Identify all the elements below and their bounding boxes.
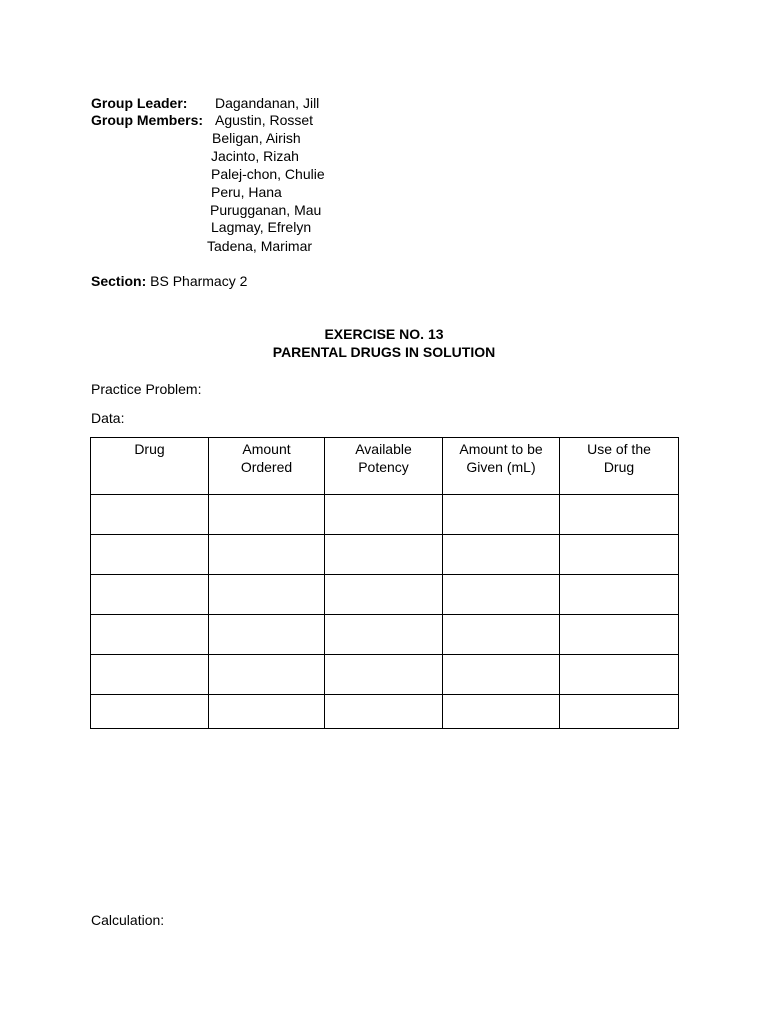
group-member-7: Lagmay, Efrelyn <box>211 219 312 235</box>
table-cell <box>443 495 560 535</box>
table-cell <box>209 575 325 615</box>
table-cell <box>560 695 679 729</box>
group-member-6: Purugganan, Mau <box>210 202 322 218</box>
table-cell <box>91 535 209 575</box>
header-available-potency-line-2: Potency <box>358 459 409 475</box>
table-header-row <box>91 438 679 495</box>
table-cell <box>443 575 560 615</box>
table-cell <box>443 615 560 655</box>
table-cell <box>443 535 560 575</box>
data-label: Data: <box>91 410 125 426</box>
table-cell <box>560 535 679 575</box>
table-row <box>91 655 679 695</box>
table-cell <box>443 695 560 729</box>
table-cell <box>325 615 443 655</box>
table-cell <box>91 575 209 615</box>
header-use-of-drug <box>560 438 679 495</box>
calculation-label: Calculation: <box>91 912 165 928</box>
header-available-potency <box>325 438 443 495</box>
header-amount-to-be-given-line-1: Amount to be <box>459 441 543 457</box>
group-members-label: Group Members: <box>91 112 204 128</box>
header-amount-to-be-given-line-2: Given (mL) <box>466 459 536 475</box>
table-cell <box>325 695 443 729</box>
exercise-number: EXERCISE NO. 13 <box>324 326 444 342</box>
table-cell <box>325 535 443 575</box>
group-member-4: Palej-chon, Chulie <box>211 166 325 182</box>
table-cell <box>209 695 325 729</box>
header-use-of-drug-line-1: Use of the <box>587 441 651 457</box>
header-drug <box>91 438 209 495</box>
table-row <box>91 695 679 729</box>
table-row <box>91 615 679 655</box>
section-value: BS Pharmacy 2 <box>150 273 248 289</box>
table-cell <box>560 575 679 615</box>
table-cell <box>209 535 325 575</box>
table-cell <box>325 495 443 535</box>
header-amount-ordered-line-2: Ordered <box>240 459 293 475</box>
group-member-8: Tadena, Marimar <box>207 238 313 254</box>
table-cell <box>209 615 325 655</box>
practice-problem-label: Practice Problem: <box>91 381 202 397</box>
table-cell <box>560 495 679 535</box>
exercise-title: PARENTAL DRUGS IN SOLUTION <box>272 344 496 360</box>
group-member-5: Peru, Hana <box>211 184 282 200</box>
table-cell <box>560 655 679 695</box>
table-cell <box>91 695 209 729</box>
group-leader-name: Dagandanan, Jill <box>215 95 320 111</box>
group-member-1: Agustin, Rosset <box>215 112 314 128</box>
data-table <box>90 437 679 729</box>
header-drug-line-1: Drug <box>134 441 165 457</box>
table-row <box>91 535 679 575</box>
table-row <box>91 495 679 535</box>
table-cell <box>325 655 443 695</box>
header-amount-ordered-line-1: Amount <box>242 441 291 457</box>
section-line <box>91 272 247 290</box>
table-cell <box>91 655 209 695</box>
header-amount-ordered <box>209 438 325 495</box>
header-available-potency-line-1: Available <box>355 441 412 457</box>
table-cell <box>560 615 679 655</box>
table-cell <box>209 655 325 695</box>
group-member-3: Jacinto, Rizah <box>211 148 299 164</box>
table-cell <box>209 495 325 535</box>
table-cell <box>91 615 209 655</box>
table-cell <box>325 575 443 615</box>
header-use-of-drug-line-2: Drug <box>603 459 635 475</box>
table-row <box>91 575 679 615</box>
section-label: Section: <box>91 273 147 289</box>
table-cell <box>443 655 560 695</box>
table-cell <box>91 495 209 535</box>
group-leader-label: Group Leader: <box>91 95 188 111</box>
header-amount-to-be-given <box>443 438 560 495</box>
group-member-2: Beligan, Airish <box>212 130 301 146</box>
